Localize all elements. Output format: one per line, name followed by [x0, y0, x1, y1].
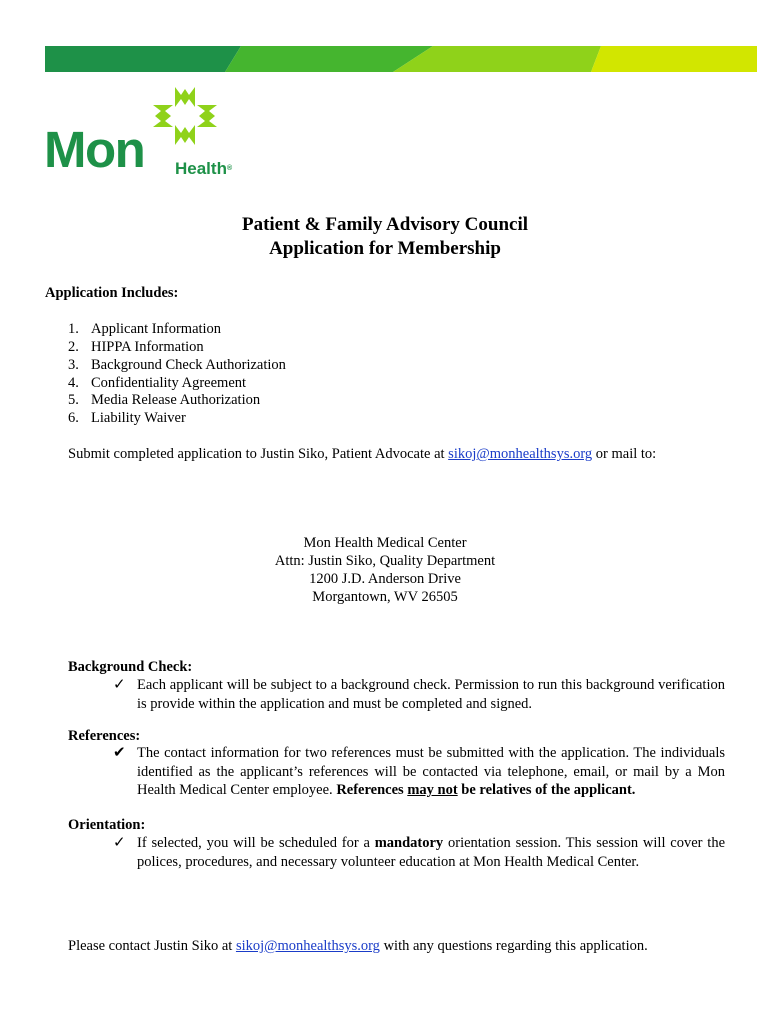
checkmark-icon: ✓	[113, 677, 126, 693]
submit-instructions: Submit completed application to Justin Siko, Patient Advocate at sikoj@monhealthsys.org or mail to:	[68, 446, 657, 462]
list-item: HIPPA Information	[91, 339, 204, 355]
header-banner	[45, 46, 757, 72]
contact-email-link[interactable]: sikoj@monhealthsys.org	[235, 938, 380, 954]
background-check-text: Each applicant will be subject to a background check. Permission to run this background verification is provide within the application and must be completed and signed.	[137, 677, 725, 712]
logo-wordmark: Mon	[44, 121, 145, 178]
page-title-line-2: Application for Membership	[269, 238, 501, 259]
list-item-number: 1.	[68, 321, 79, 337]
list-item-number: 6.	[68, 410, 79, 426]
list-item: Background Check Authorization	[91, 357, 286, 373]
background-check-heading: Background Check:	[68, 659, 193, 675]
contact-line: Please contact Justin Siko at sikoj@monhealthsys.org with any questions regarding this application.	[68, 938, 648, 954]
list-item-number: 5.	[68, 392, 79, 408]
list-item: Confidentiality Agreement	[91, 375, 247, 391]
address-line-3: 1200 J.D. Anderson Drive	[309, 571, 461, 587]
mon-health-logo	[44, 85, 249, 180]
banner-segment-1	[45, 46, 241, 72]
references-heading: References:	[68, 728, 141, 744]
orientation-heading: Orientation:	[68, 817, 146, 833]
includes-heading: Application Includes:	[45, 285, 179, 301]
banner-segment-4	[591, 46, 757, 72]
logo-mark-icon	[151, 85, 219, 147]
advocate-email-link[interactable]: sikoj@monhealthsys.org	[448, 446, 593, 462]
address-line-1: Mon Health Medical Center	[303, 535, 467, 551]
logo-subtitle: Health®	[175, 159, 233, 178]
address-line-4: Morgantown, WV 26505	[312, 589, 458, 605]
list-item: Applicant Information	[91, 321, 222, 337]
list-item: Liability Waiver	[91, 410, 186, 426]
references-text: The contact information for two references must be submitted with the application. The individuals identified as the applicant’s references will be contacted via telephone, email, or mail by a Mon Health Medical Center employee. References may not be relatives of the applicant.	[137, 745, 725, 798]
list-item-number: 4.	[68, 375, 79, 391]
page-title-line-1: Patient & Family Advisory Council	[241, 214, 529, 235]
list-item: Media Release Authorization	[91, 392, 261, 408]
orientation-text: If selected, you will be scheduled for a mandatory orientation session. This session will cover the polices, procedures, and necessary volunteer education at Mon Health Medical Center.	[137, 835, 726, 870]
list-item-number: 2.	[68, 339, 79, 355]
list-item-number: 3.	[68, 357, 79, 373]
checkmark-icon: ✓	[113, 835, 126, 851]
address-line-2: Attn: Justin Siko, Quality Department	[274, 553, 496, 569]
checkmark-icon: ✔	[113, 745, 126, 761]
